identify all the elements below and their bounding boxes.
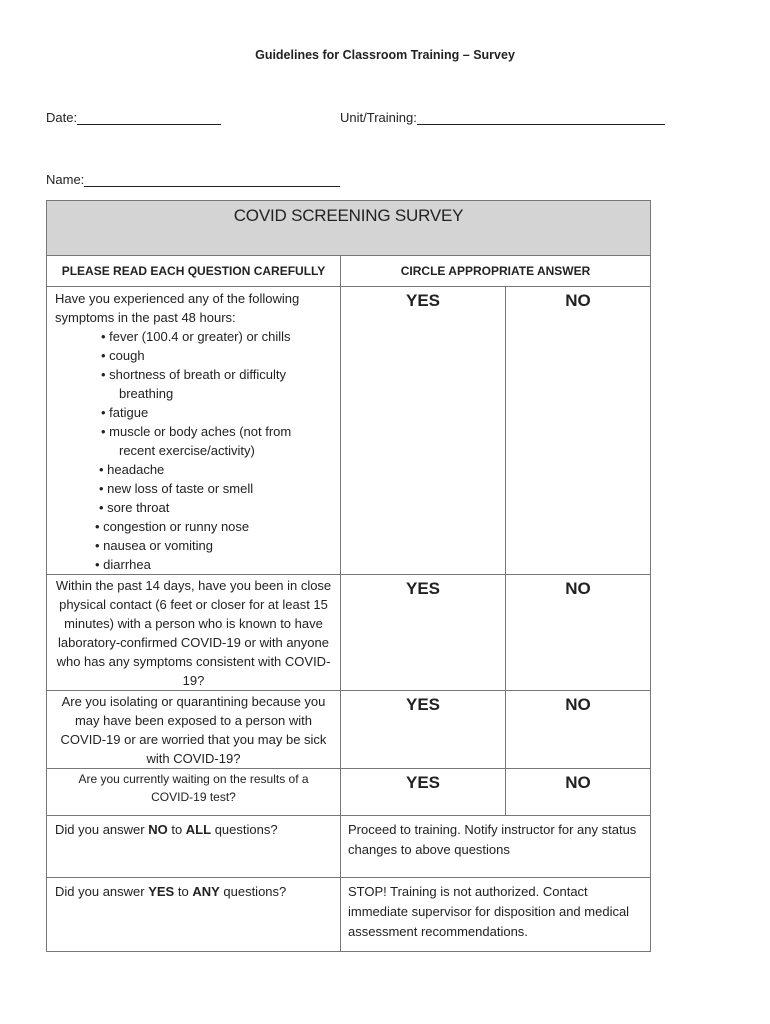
name-label: Name: xyxy=(46,172,85,187)
question-4: Are you currently waiting on the results of a COVID-19 test? xyxy=(47,769,341,816)
q3-yes-option[interactable]: YES xyxy=(341,691,506,769)
q1-yes-option[interactable]: YES xyxy=(341,287,506,575)
result-yes-keyword: YES xyxy=(148,884,175,899)
unit-training-field xyxy=(340,110,665,125)
result-row-yes xyxy=(47,878,651,952)
result-row-no xyxy=(47,816,651,878)
name-input-line[interactable] xyxy=(84,172,340,187)
q3-no-option[interactable]: NO xyxy=(506,691,651,769)
question-1-intro: Have you experienced any of the following symptoms in the past 48 hours: xyxy=(55,291,300,325)
result-yes-action: STOP! Training is not authorized. Contact immediate supervisor for disposition and medical assessment recommendations. xyxy=(341,878,651,952)
symptom-item: • congestion or runny nose xyxy=(95,519,250,534)
unit-training-input-line[interactable] xyxy=(417,110,665,125)
result-yes-keyword: ANY xyxy=(192,884,220,899)
symptom-item: • fever (100.4 or greater) or chills xyxy=(101,329,291,344)
symptom-item: • nausea or vomiting xyxy=(95,538,214,553)
q2-yes-option[interactable]: YES xyxy=(341,575,506,691)
date-input-line[interactable] xyxy=(77,110,221,125)
question-row-4 xyxy=(47,769,651,816)
result-yes-question-text: Did you answer xyxy=(55,884,149,899)
result-no-keyword: NO xyxy=(148,822,168,837)
q4-no-option[interactable]: NO xyxy=(506,769,651,816)
symptom-item: • cough xyxy=(101,348,145,363)
symptom-item: • shortness of breath or difficulty xyxy=(101,367,286,382)
symptom-item: • new loss of taste or smell xyxy=(99,481,254,496)
result-no-action: Proceed to training. Notify instructor for any status changes to above questions xyxy=(341,816,651,878)
result-yes-question-text: questions? xyxy=(219,884,287,899)
document-title: Guidelines for Classroom Training – Survey xyxy=(255,48,515,62)
symptom-item: • fatigue xyxy=(101,405,149,420)
survey-banner: COVID SCREENING SURVEY xyxy=(47,201,651,256)
name-field xyxy=(46,172,340,187)
date-field xyxy=(46,110,221,125)
result-no-question-text: Did you answer xyxy=(55,822,149,837)
question-row-1 xyxy=(47,287,651,575)
covid-screening-table xyxy=(46,200,651,952)
col2-header: CIRCLE APPROPRIATE ANSWER xyxy=(341,256,651,287)
result-no-question-text: to xyxy=(167,822,186,837)
result-yes-question-text: to xyxy=(174,884,193,899)
q4-yes-option[interactable]: YES xyxy=(341,769,506,816)
question-row-2 xyxy=(47,575,651,691)
symptom-item: • sore throat xyxy=(99,500,170,515)
date-label: Date: xyxy=(46,110,78,125)
symptom-item: • headache xyxy=(99,462,165,477)
unit-training-label: Unit/Training: xyxy=(340,110,417,125)
symptom-item-continued: breathing xyxy=(119,386,174,401)
result-no-question-text: questions? xyxy=(211,822,278,837)
symptom-item-continued: recent exercise/activity) xyxy=(119,443,255,458)
question-2: Within the past 14 days, have you been in close physical contact (6 feet or closer for at least 15 minutes) with a person who is known to have laboratory-confirmed COVID-19 or with anyone who has any symptoms consistent with COVID-19? xyxy=(47,575,341,691)
result-yes-question xyxy=(47,878,341,952)
question-row-3 xyxy=(47,691,651,769)
result-no-keyword: ALL xyxy=(185,822,212,837)
symptom-item: • diarrhea xyxy=(95,557,151,572)
question-1 xyxy=(47,287,341,575)
result-no-question xyxy=(47,816,341,878)
q2-no-option[interactable]: NO xyxy=(506,575,651,691)
q1-no-option[interactable]: NO xyxy=(506,287,651,575)
col1-header: PLEASE READ EACH QUESTION CAREFULLY xyxy=(47,256,341,287)
symptom-item: • muscle or body aches (not from xyxy=(101,424,292,439)
question-3: Are you isolating or quarantining because you may have been exposed to a person with COVID-19 or are worried that you may be sick with COVID-19? xyxy=(47,691,341,769)
